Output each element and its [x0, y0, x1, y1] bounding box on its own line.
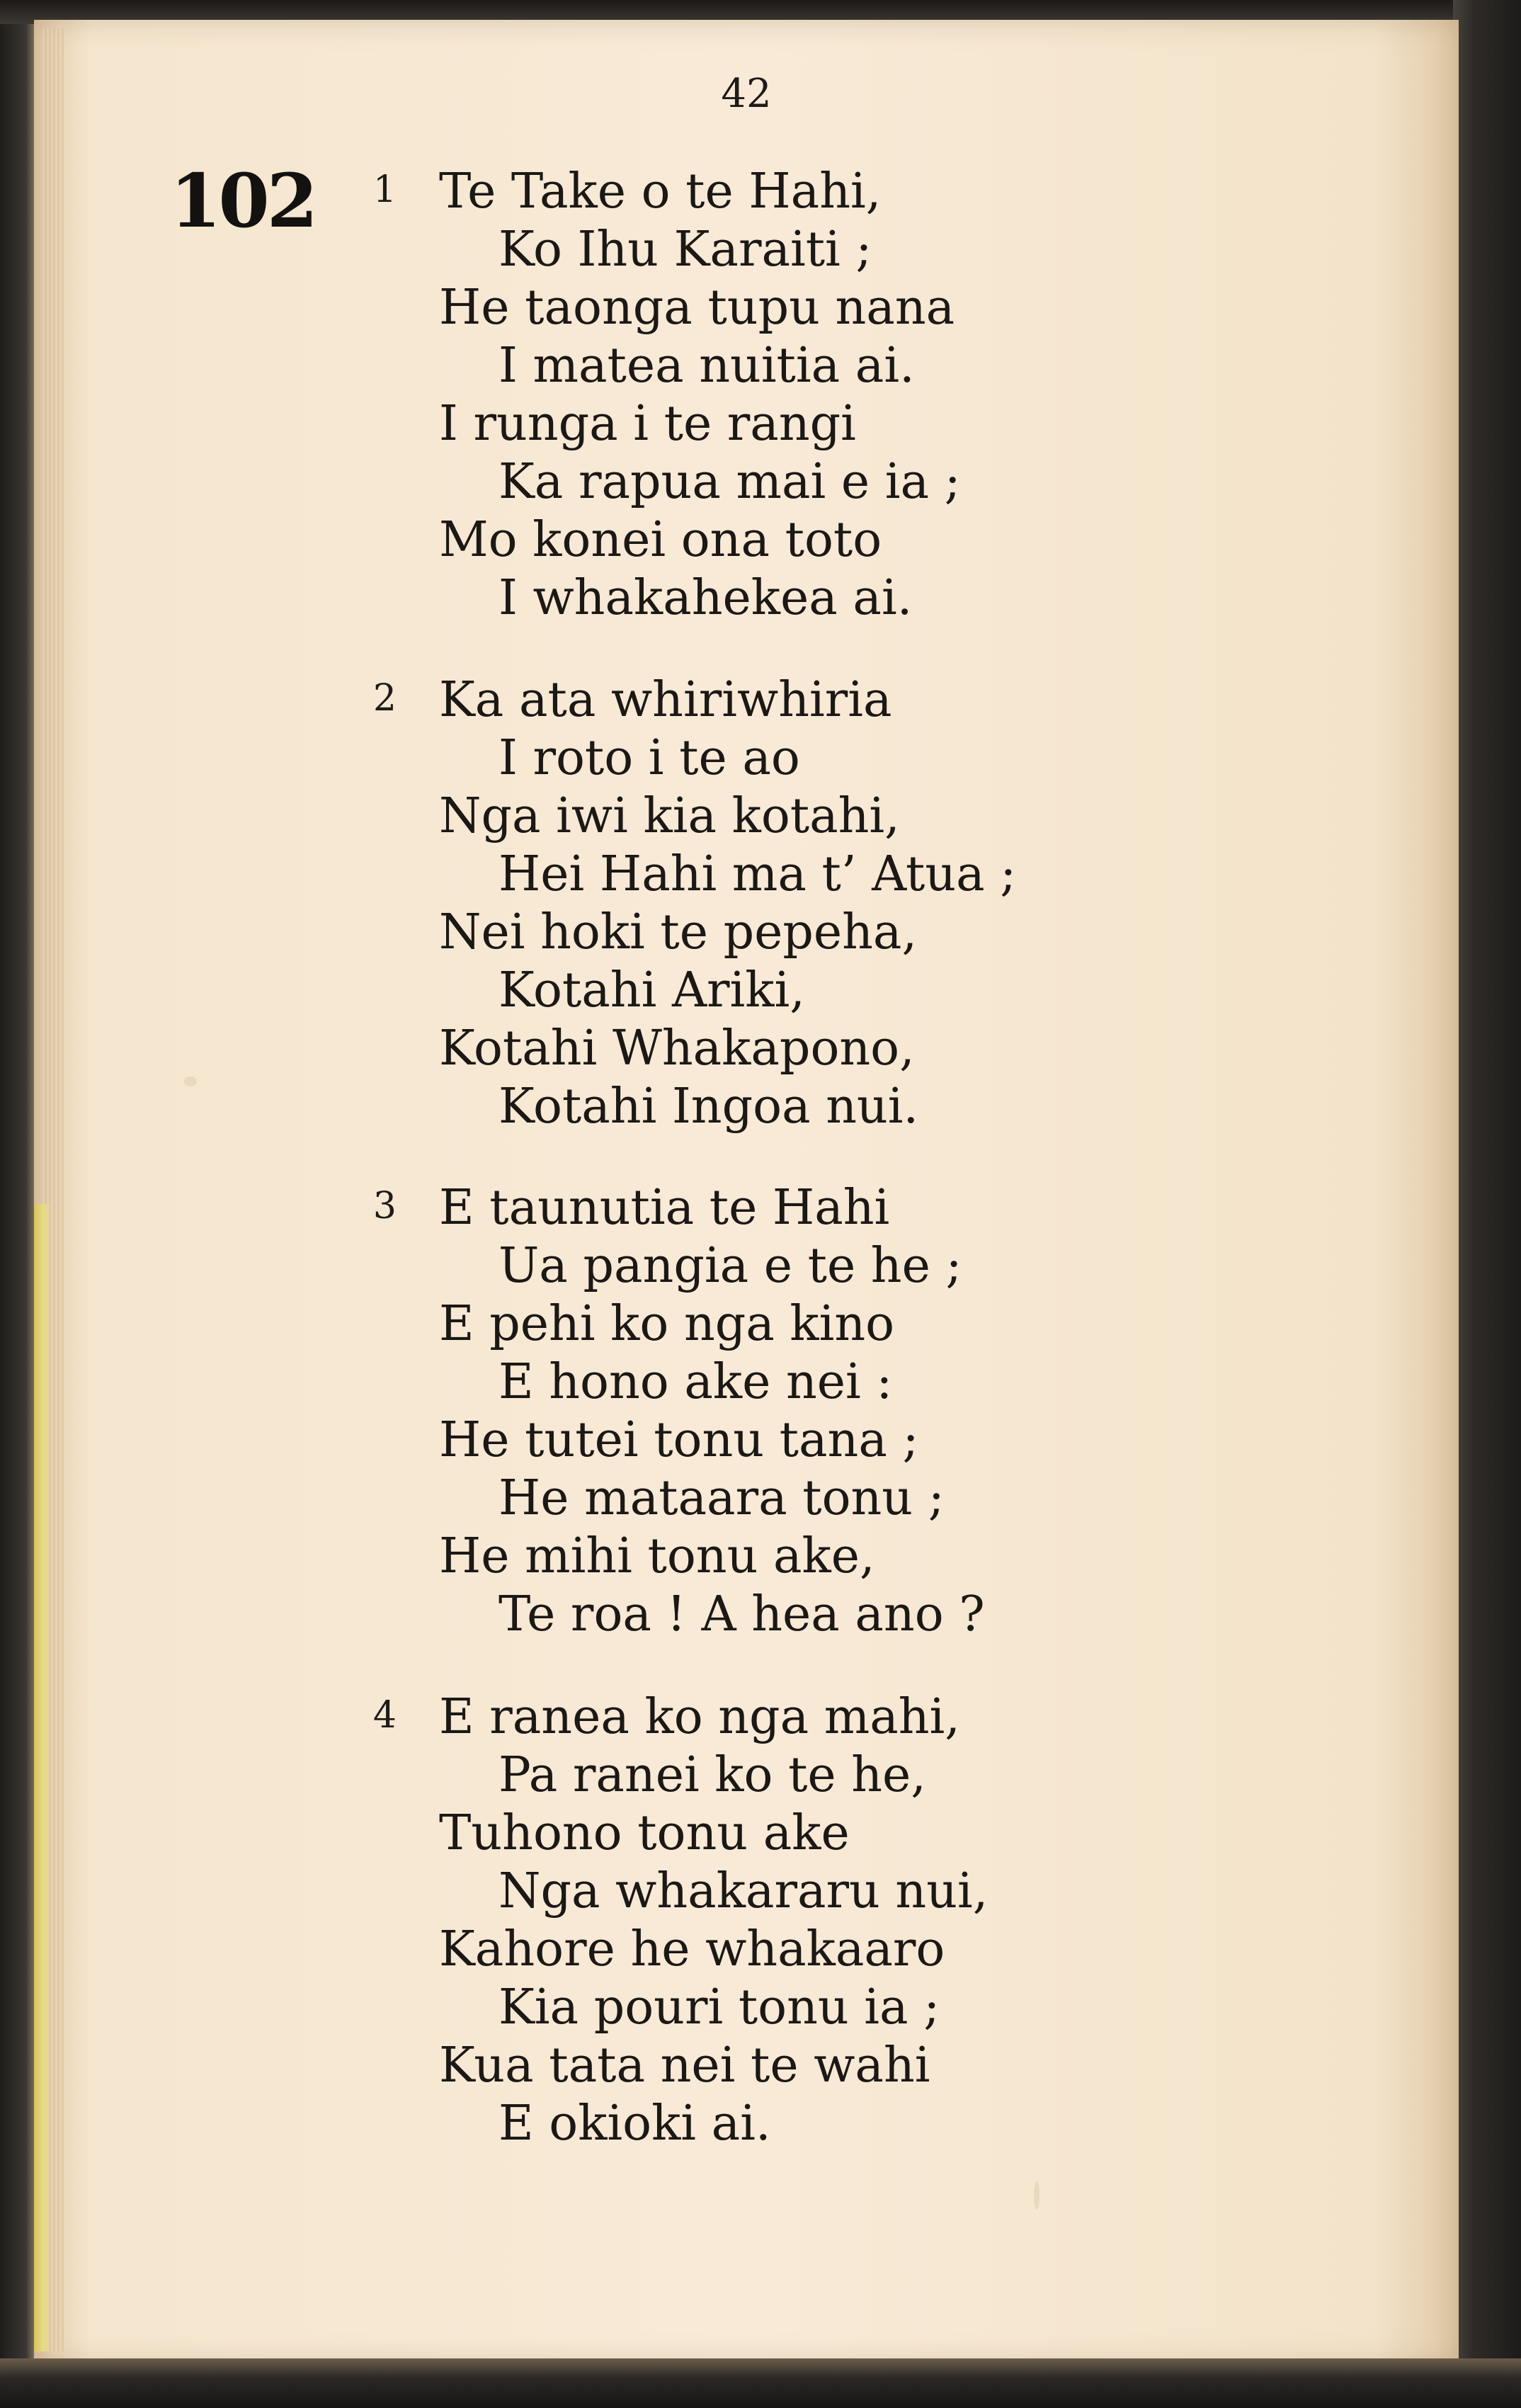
verse-line: Mo konei ona toto [439, 512, 882, 568]
verse-line: Ka ata whiriwhiria [439, 672, 892, 728]
paper-smudge [1034, 2181, 1039, 2210]
verse-line: He taonga tupu nana [439, 280, 955, 336]
verse-line: Kotahi Ariki, [499, 962, 805, 1018]
verse-line: I matea nuitia ai. [499, 338, 915, 394]
verse [372, 163, 1360, 627]
verse-line: Kia pouri tonu ia ; [499, 1980, 940, 2035]
verse-line: Kua tata nei te wahi [439, 2038, 930, 2094]
verse-line: Kotahi Ingoa nui. [499, 1079, 919, 1135]
book-spine [1453, 0, 1521, 2408]
verse-number: 2 [372, 677, 397, 720]
verse-line: He mataara tonu ; [499, 1470, 945, 1526]
verse-line: Ua pangia e te he ; [499, 1238, 962, 1294]
verse-line: E hono ake nei : [499, 1354, 893, 1410]
verse-number: 3 [372, 1185, 397, 1227]
verse-line: Nga iwi kia kotahi, [439, 788, 900, 844]
verse-line: Nga whakararu nui, [499, 1863, 989, 1919]
page-yellow-edge [34, 1204, 51, 2351]
verse [372, 1688, 1360, 2153]
verse-line: He tutei tonu tana ; [439, 1412, 919, 1468]
hymn-number: 102 [170, 157, 316, 244]
verse-line: Kotahi Whakapono, [439, 1021, 915, 1077]
verse-number: 4 [372, 1694, 397, 1737]
verse-line: I whakahekea ai. [499, 570, 913, 626]
verse-line: I roto i te ao [499, 730, 800, 786]
verse-line: Kahore he whakaaro [439, 1921, 945, 1977]
verse-line: E pehi ko nga kino [439, 1296, 895, 1352]
verse-line: Ka rapua mai e ia ; [499, 454, 961, 510]
scan-background-bottom [0, 2358, 1521, 2408]
verse-line: Tuhono tonu ake [439, 1805, 850, 1861]
verse-line: E taunutia te Hahi [439, 1180, 890, 1236]
verse-line: He mihi tonu ake, [439, 1528, 875, 1584]
paper-smudge [184, 1077, 197, 1086]
verse-number: 1 [372, 169, 397, 211]
verse-line: I runga i te rangi [439, 396, 856, 452]
verse-line: E ranea ko nga mahi, [439, 1689, 960, 1745]
verse-line: E okioki ai. [499, 2096, 771, 2152]
page-number: 42 [721, 71, 772, 117]
verse [372, 671, 1360, 1136]
scan-background-left [0, 0, 37, 2408]
verse-line: Pa ranei ko te he, [499, 1747, 926, 1803]
verse-line: Te Take o te Hahi, [439, 164, 882, 220]
verse-line: Hei Hahi ma t’ Atua ; [499, 846, 1017, 902]
verse-line: Te roa ! A hea ano ? [499, 1586, 985, 1642]
verse-line: Ko Ihu Karaiti ; [499, 222, 872, 278]
verse [372, 1179, 1360, 1644]
verse-line: Nei hoki te pepeha, [439, 904, 918, 960]
